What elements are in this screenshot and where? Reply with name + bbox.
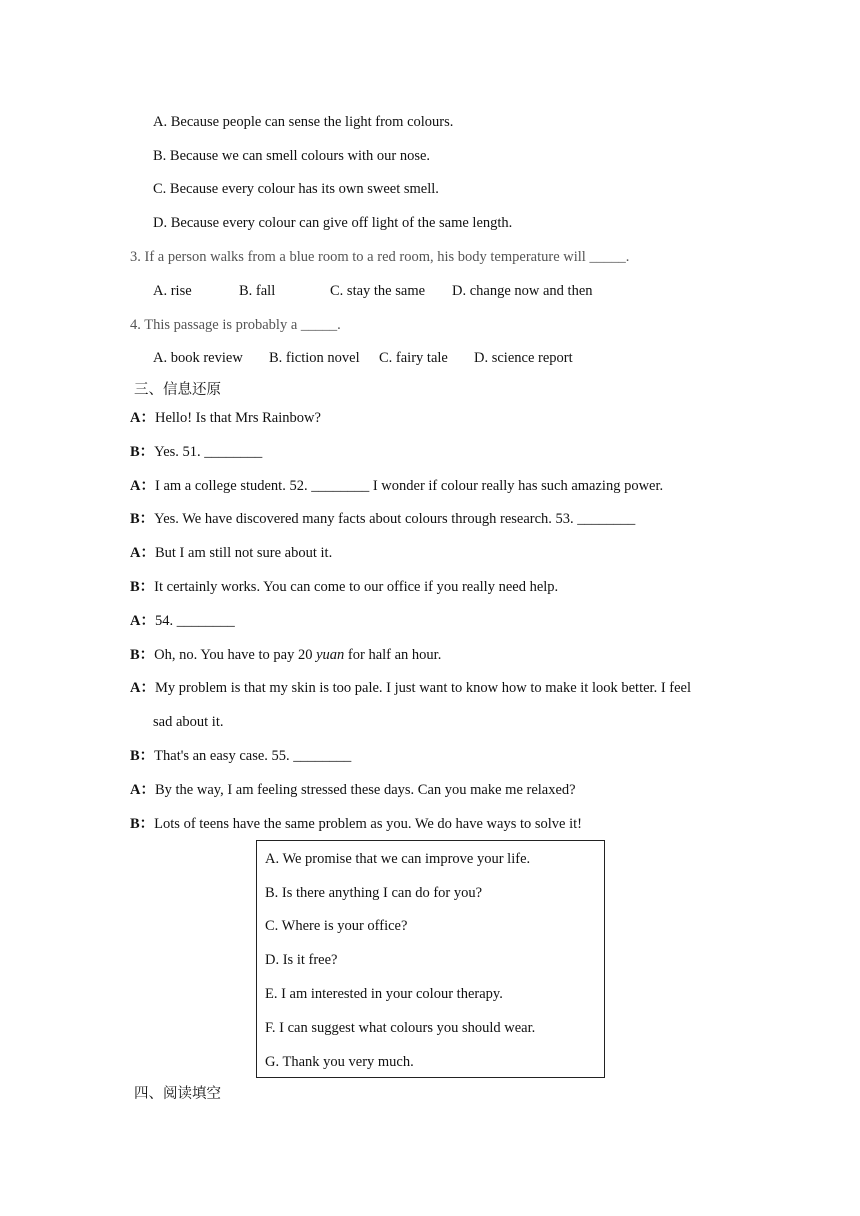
q2-option-d: D. Because every colour can give off light of the same length. [153,215,513,231]
dialogue-line [130,814,582,834]
q3-option-c: C. stay the same [330,283,426,299]
speaker-label: B： [130,444,155,460]
dialogue-line [130,577,558,597]
q4-stem: 4. This passage is probably a _____. [130,317,341,333]
speaker-label: B： [130,647,155,663]
answer-option-g: G. Thank you very much. [265,1054,414,1070]
answer-option-b: B. Is there anything I can do for you? [265,885,483,901]
dialogue-line [130,408,321,428]
dialogue-text: That's an easy case. 55. ________ [154,748,352,764]
speaker-label: B： [130,579,155,595]
q3-option-a: A. rise [153,283,192,299]
dialogue-text: for half an hour. [344,647,442,663]
section4-title: 四、阅读填空 [134,1086,221,1102]
dialogue-line [130,442,262,462]
speaker-label: A： [130,478,155,494]
speaker-label: A： [130,545,155,561]
q4-option-d: D. science report [474,350,573,366]
answer-option-a: A. We promise that we can improve your life. [265,851,531,867]
dialogue-line [130,780,576,800]
dialogue-line [130,678,691,698]
dialogue-text: Hello! Is that Mrs Rainbow? [154,410,321,426]
answer-options-box [256,840,605,1078]
q4-option-b: B. fiction novel [269,350,360,366]
section3-title: 三、信息还原 [134,382,221,398]
dialogue-line [130,543,332,563]
q4-option-c: C. fairy tale [379,350,448,366]
q2-option-a: A. Because people can sense the light from colours. [153,114,454,130]
q4-option-a: A. book review [153,350,243,366]
dialogue-text: 54. ________ [154,613,235,629]
dialogue-text: Yes. 51. ________ [154,444,263,460]
speaker-label: A： [130,782,155,798]
speaker-label: B： [130,816,155,832]
answer-option-f: F. I can suggest what colours you should wear. [265,1020,536,1036]
dialogue-text: But I am still not sure about it. [154,545,333,561]
speaker-label: A： [130,410,155,426]
speaker-label: B： [130,511,155,527]
speaker-label: A： [130,680,155,696]
dialogue-text: I am a college student. 52. ________ I wonder if colour really has such amazing power. [154,478,664,494]
dialogue-line [130,645,441,665]
q2-option-c: C. Because every colour has its own sweet smell. [153,181,439,197]
q2-option-b: B. Because we can smell colours with our nose. [153,148,431,164]
dialogue-text: My problem is that my skin is too pale. I just want to know how to make it look better. I feel [154,680,692,696]
dialogue-line [130,611,235,631]
dialogue-line [130,746,351,766]
dialogue-line [130,476,663,496]
dialogue-text: Lots of teens have the same problem as you. We do have ways to solve it! [154,816,582,832]
q3-option-d: D. change now and then [452,283,593,299]
q3-option-b: B. fall [239,283,276,299]
speaker-label: B： [130,748,155,764]
dialogue-text: By the way, I am feeling stressed these days. Can you make me relaxed? [154,782,576,798]
q3-stem: 3. If a person walks from a blue room to a red room, his body temperature will _____. [130,249,630,265]
dialogue-text: It certainly works. You can come to our office if you really need help. [154,579,559,595]
dialogue-continuation: sad about it. [153,714,224,730]
answer-option-d: D. Is it free? [265,952,338,968]
answer-option-e: E. I am interested in your colour therapy. [265,986,503,1002]
dialogue-italic-word: yuan [316,647,345,663]
answer-option-c: C. Where is your office? [265,918,408,934]
speaker-label: A： [130,613,155,629]
dialogue-text: Yes. We have discovered many facts about colours through research. 53. ________ [154,511,636,527]
dialogue-text: Oh, no. You have to pay 20 [154,647,317,663]
dialogue-line [130,509,635,529]
